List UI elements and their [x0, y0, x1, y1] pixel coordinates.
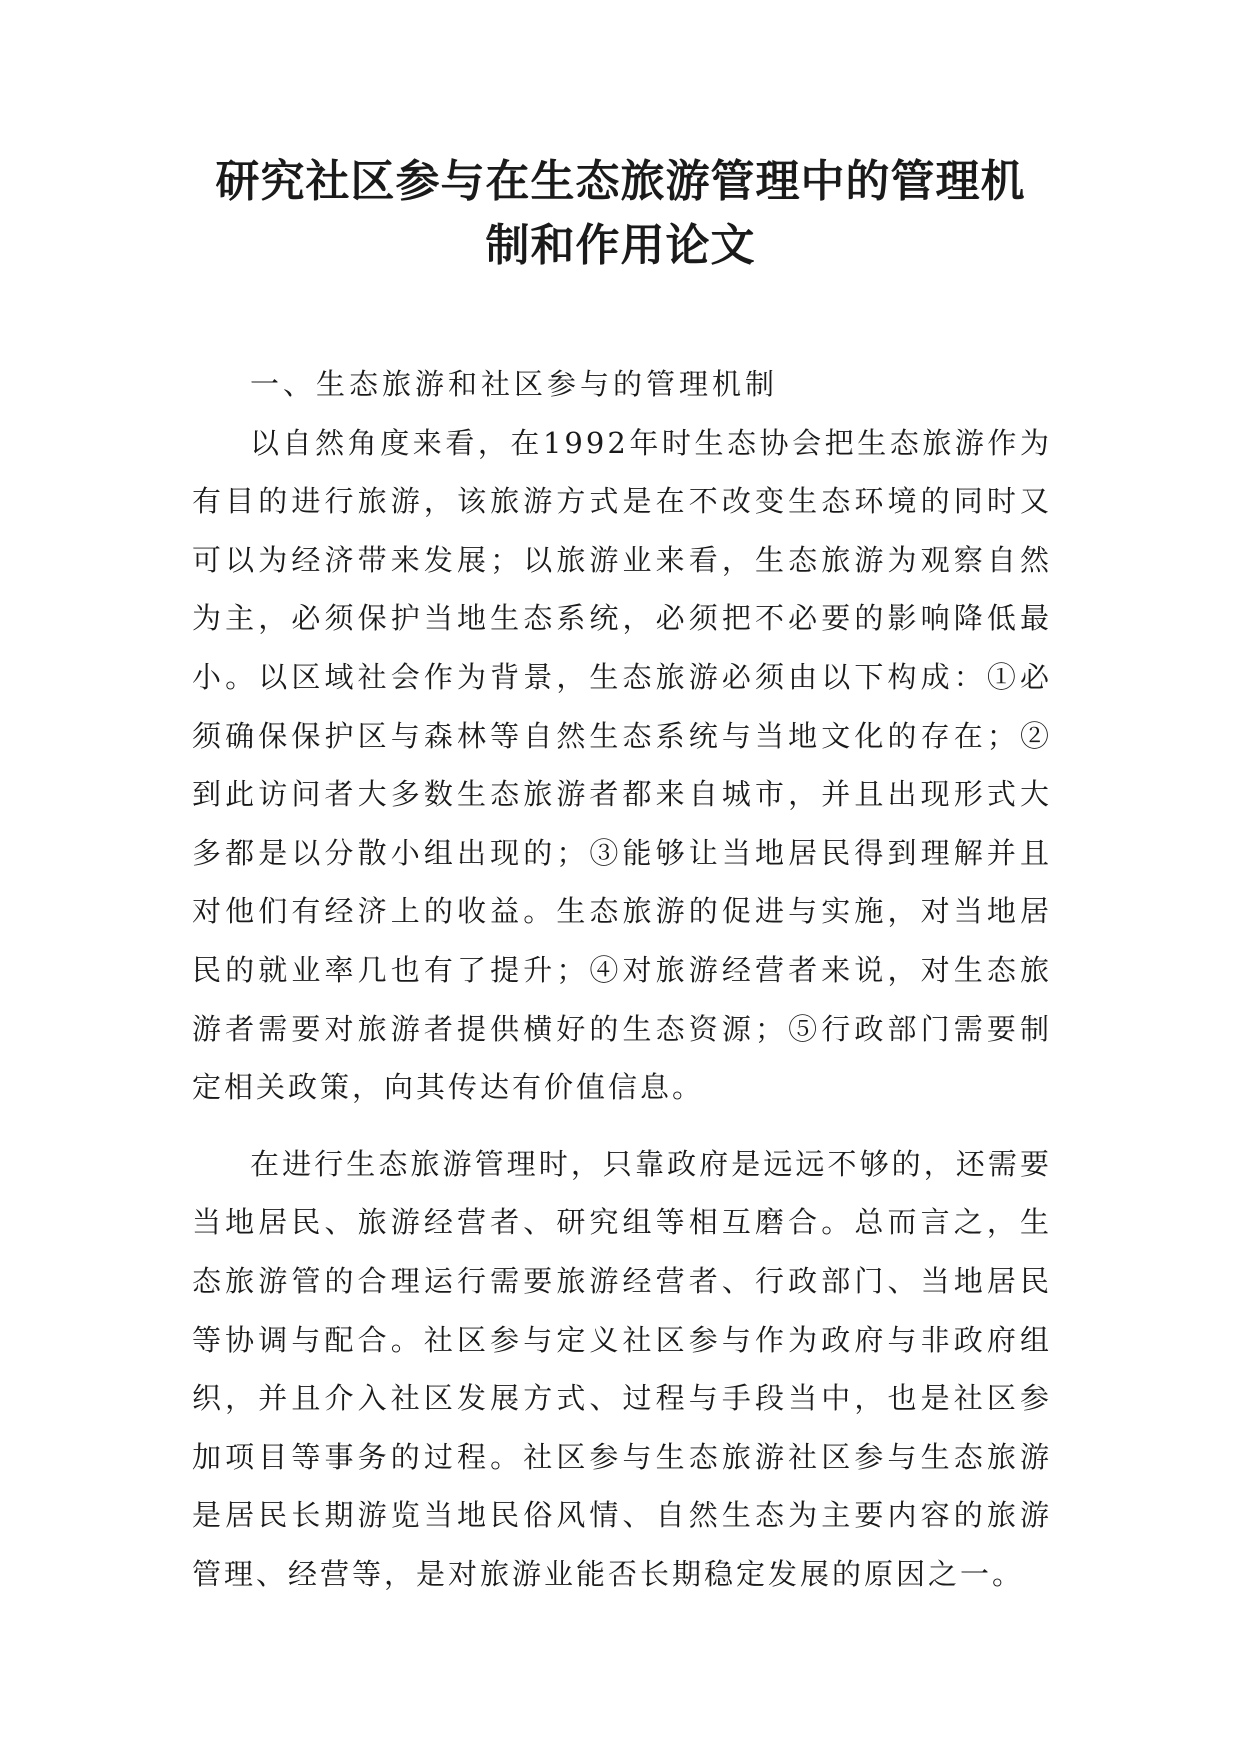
body-paragraph-2: 在进行生态旅游管理时，只靠政府是远远不够的，还需要当地居民、旅游经营者、研究组等相互磨合。总而言之，生态旅游管的合理运行需要旅游经营者、行政部门、当地居民等协调与配合。社区参与定义社区参与作为政府与非政府组织，并且介入社区发展方式、过程与手段当中，也是社区参加项目等事务的过程。社区参与生态旅游社区参与生态旅游是居民长期游览当地民俗风情、自然生态为主要内容的旅游管理、经营等，是对旅游业能否长期稳定发展的原因之一。: [192, 1146, 1052, 1591]
body-paragraph-1: 以自然角度来看，在1992年时生态协会把生态旅游作为有目的进行旅游，该旅游方式是在不改变生态环境的同时又可以为经济带来发展；以旅游业来看，生态旅游为观察自然为主，必须保护当地生态系统，必须把不必要的影响降低最小。以区域社会作为背景，生态旅游必须由以下构成：①必须确保保护区与森林等自然生态系统与当地文化的存在；②到此访问者大多数生态旅游者都来自城市，并且出现形式大多都是以分散小组出现的；③能够让当地居民得到理解并且对他们有经济上的收益。生态旅游的促进与实施，对当地居民的就业率几也有了提升；④对旅游经营者来说，对生态旅游者需要对旅游者提供横好的生态资源；⑤行政部门需要制定相关政策，向其传达有价值信息。: [192, 425, 1052, 1105]
document-title-line-1: 研究社区参与在生态旅游管理中的管理机: [215, 156, 1026, 207]
document-title-line-2: 制和作用论文: [485, 220, 756, 271]
document-body: [192, 355, 1052, 1603]
document-title: [150, 150, 1091, 278]
section-heading: 一、生态旅游和社区参与的管理机制: [250, 367, 779, 401]
